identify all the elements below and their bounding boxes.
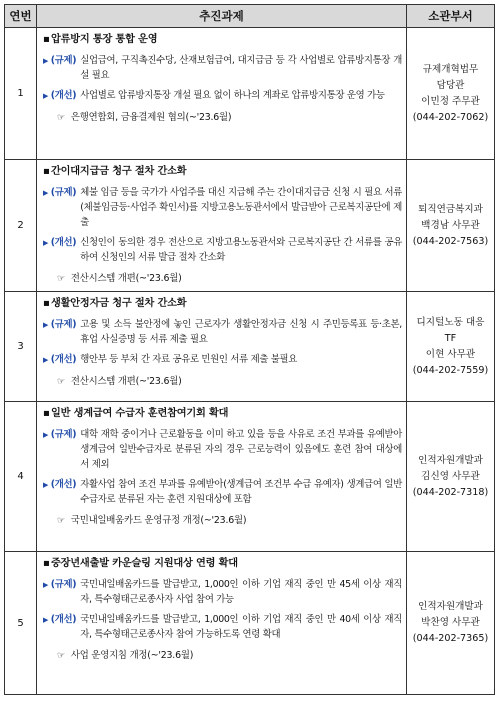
item-tag: (개선): [50, 90, 77, 101]
task-item: [43, 235, 402, 265]
item-tag: (규제): [50, 429, 77, 440]
triangle-bullet-icon: ▶: [43, 616, 49, 624]
task-note: ☞ 전산시스템 개편(~'23.6월): [57, 273, 182, 284]
dept-line: 이민정 주무관: [421, 95, 480, 107]
dept-line: 백경남 사무관: [421, 219, 480, 231]
dept-line: 이현 사무관: [425, 348, 476, 360]
dept-line: (044-202-7365): [412, 633, 489, 644]
item-text: 실업급여, 구직촉진수당, 산재보험급여, 대지급금 등 각 사업별로 압류방지통장 개설 필요: [80, 55, 402, 81]
task-title: ▪간이대지급금 청구 절차 간소화: [43, 166, 187, 177]
triangle-bullet-icon: ▶: [43, 321, 49, 329]
header-row: [5, 5, 495, 28]
row-number: 2: [5, 160, 37, 292]
task-title: ▪일반 생계급여 수급자 훈련참여기회 확대: [43, 408, 229, 419]
dept-cell: [407, 292, 495, 402]
header-task: 추진과제: [37, 5, 407, 28]
dept-line: 김신영 사무관: [421, 470, 480, 482]
item-tag: (개선): [50, 614, 77, 625]
item-tag: (규제): [50, 55, 77, 66]
dept-line: 퇴직연금복지과: [418, 203, 483, 215]
task-cell: [37, 28, 407, 160]
task-item: [43, 477, 402, 507]
item-tag: (개선): [50, 237, 77, 248]
triangle-bullet-icon: ▶: [43, 189, 49, 197]
task-item: [43, 612, 402, 642]
item-tag: (개선): [50, 354, 77, 365]
row-number: 5: [5, 552, 37, 695]
table-row: [5, 28, 495, 160]
task-title: ▪압류방지 통장 통합 운영: [43, 34, 158, 45]
item-tag: (규제): [50, 187, 77, 198]
dept-line: (044-202-7062): [412, 111, 489, 123]
item-text: 행안부 등 부처 간 자료 공유로 민원인 서류 제출 불필요: [80, 354, 298, 365]
pointing-hand-icon: ☞: [57, 113, 65, 123]
triangle-bullet-icon: ▶: [43, 92, 49, 100]
triangle-bullet-icon: ▶: [43, 581, 49, 589]
item-text: 대학 재학 중이거나 근로활동을 이미 하고 있을 등을 사유로 조건 부과를 유예받아 생계급여 일반수급자로 분류된 자의 경우 근로능력이 있음에도 훈련 참여 대상에서 제외: [80, 429, 402, 470]
row-number: 3: [5, 292, 37, 402]
task-item: [43, 427, 402, 472]
item-tag: (규제): [50, 319, 77, 330]
item-text: 체불 임금 등을 국가가 사업주를 대신 지급해 주는 간이대지급금 신청 시 필요 서류(체불임금등·사업주 확인서)를 지방고용노동관서에서 발급받아 근로복지공단에 제출: [80, 187, 402, 228]
triangle-bullet-icon: ▶: [43, 431, 49, 439]
triangle-bullet-icon: ▶: [43, 57, 49, 65]
dept-line: 담당관: [436, 79, 465, 91]
triangle-bullet-icon: ▶: [43, 239, 49, 247]
item-text: 국민내일배움카드를 발급받고, 1,000인 이하 기업 재직 중인 만 40세 이상 재직자, 특수형태근로종사자 참여 가능하도록 연령 확대: [80, 614, 402, 640]
task-note: ☞ 사업 운영지침 개정(~'23.6월): [57, 650, 194, 661]
item-text: 사업별로 압류방지통장 개설 필요 없이 하나의 계좌로 압류방지통장 운영 가능: [80, 90, 385, 101]
pointing-hand-icon: ☞: [57, 516, 65, 526]
dept-cell: [407, 402, 495, 552]
task-cell: [37, 292, 407, 402]
row-number: 4: [5, 402, 37, 552]
task-note: ☞ 은행연합회, 금융결제원 협의(~'23.6월): [57, 112, 232, 123]
pointing-hand-icon: ☞: [57, 377, 65, 387]
table-row: [5, 160, 495, 292]
task-item: [43, 88, 402, 104]
pointing-hand-icon: ☞: [57, 274, 65, 284]
item-text: 고용 및 소득 불안정에 놓인 근로자가 생활안정자금 신청 시 주민등록표 등·초본, 휴업 사실증명 등 서류 제출 필요: [80, 319, 402, 345]
dept-line: 규제개혁법무: [422, 63, 479, 75]
item-text: 신청인이 동의한 경우 전산으로 지방고용노동관서와 근로복지공단 간 서류를 공유하여 신청인의 서류 발급 절차 간소화: [80, 237, 402, 263]
task-item: [43, 577, 402, 607]
task-item: [43, 53, 402, 83]
task-cell: [37, 160, 407, 292]
task-cell: [37, 402, 407, 552]
dept-line: 인적자원개발과: [418, 601, 483, 612]
header-dept: 소관부서: [407, 5, 495, 28]
dept-line: (044-202-7563): [412, 235, 489, 247]
dept-cell: [407, 160, 495, 292]
task-note: ☞ 전산시스템 개편(~'23.6월): [57, 376, 182, 387]
dept-line: 디지털노동 대응: [416, 316, 485, 328]
task-item: [43, 185, 402, 230]
dept-line: (044-202-7559): [412, 364, 489, 376]
table-row: [5, 292, 495, 402]
table-row: [5, 552, 495, 695]
task-title: ▪생활안정자금 청구 절차 간소화: [43, 298, 187, 309]
item-text: 자활사업 참여 조건 부과를 유예받아(생계급여 조건부 수급 유예자) 생계급여 일반수급자로 분류된 자는 훈련 지원대상에 포함: [80, 479, 402, 505]
triangle-bullet-icon: ▶: [43, 481, 49, 489]
task-cell: [37, 552, 407, 695]
dept-line: TF: [444, 332, 457, 344]
triangle-bullet-icon: ▶: [43, 356, 49, 364]
dept-cell: [407, 552, 495, 695]
header-no: 연번: [5, 5, 37, 28]
item-text: 국민내일배움카드를 발급받고, 1,000인 이하 기업 재직 중인 만 45세 이상 재직자, 특수형태근로종사자 사업 참여 가능: [80, 579, 402, 605]
dept-line: 인적자원개발과: [418, 454, 483, 466]
item-tag: (규제): [50, 579, 77, 590]
item-tag: (개선): [50, 479, 77, 490]
task-item: [43, 352, 402, 368]
dept-line: 박찬영 사무관: [421, 617, 480, 628]
dept-cell: [407, 28, 495, 160]
task-item: [43, 317, 402, 347]
task-title: ▪중장년새출발 카운슬링 지원대상 연령 확대: [43, 558, 238, 569]
task-note: ☞ 국민내일배움카드 운영규정 개정(~'23.6월): [57, 515, 247, 526]
row-number: 1: [5, 28, 37, 160]
pointing-hand-icon: ☞: [57, 651, 65, 661]
dept-line: (044-202-7318): [412, 486, 489, 498]
table-row: [5, 402, 495, 552]
task-table: [4, 4, 495, 695]
